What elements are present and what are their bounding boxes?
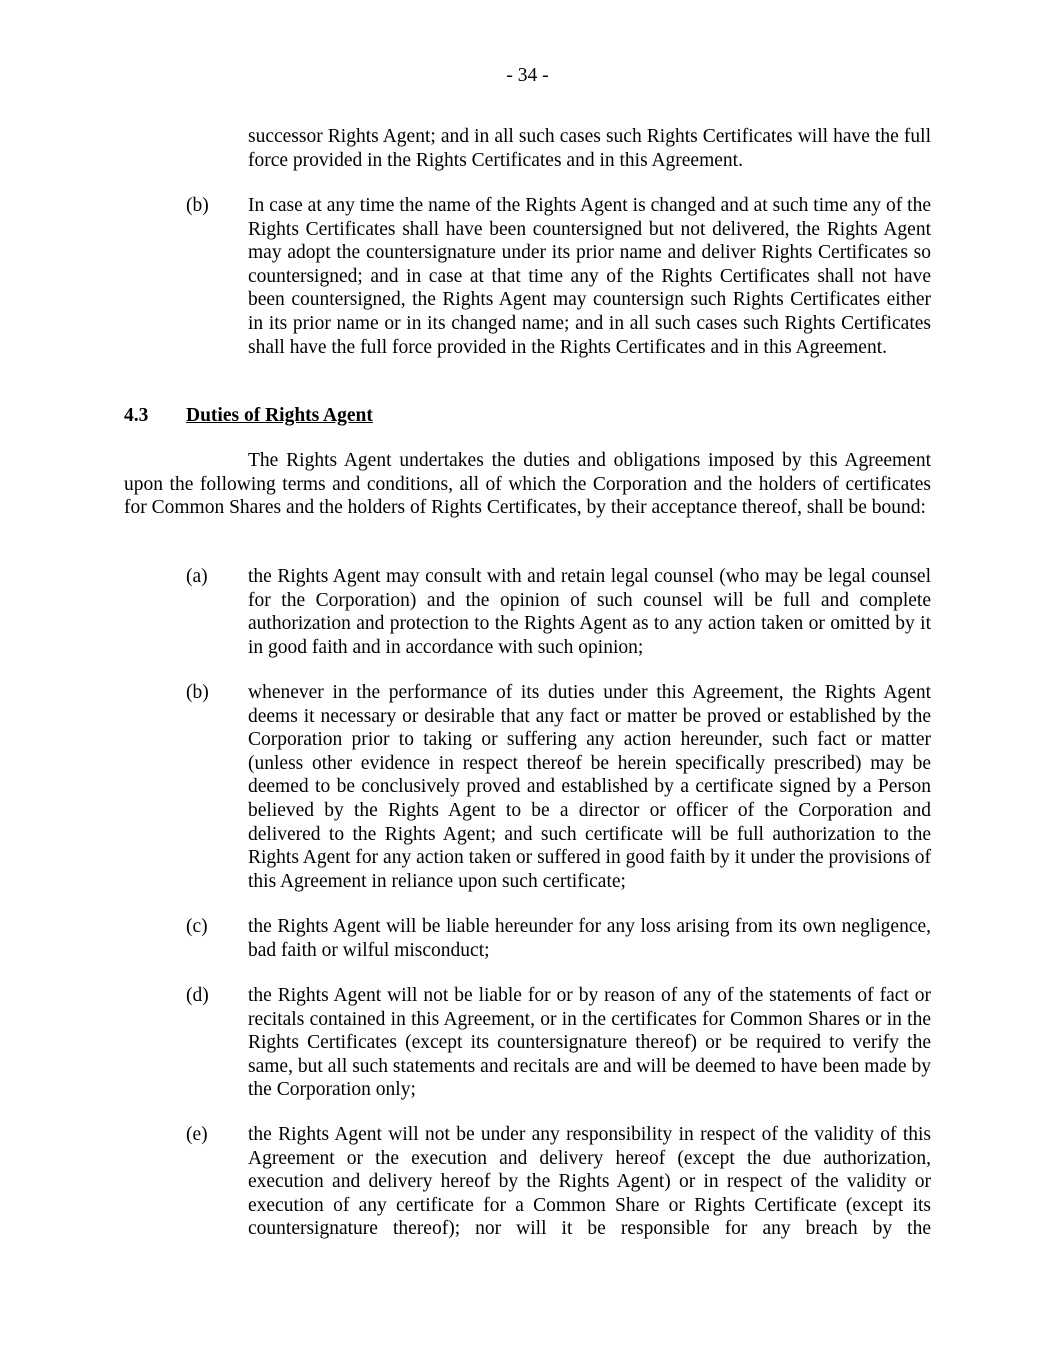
list-item-text: the Rights Agent will not be liable for or by reason of any of the statements of fact or recitals contained in this Agreement, or in the certificates for Common Shares or in the Rights Certificates (except its countersignature thereof) or be required to verify the same, but all such statements and recitals are and will be deemed to have been made by the Corporation only; [248, 985, 931, 1101]
list-item-text: the Rights Agent will be liable hereunder for any loss arising from its own negligence, bad faith or wilful misconduct; [248, 916, 931, 961]
list-item-label: (d) [186, 985, 209, 1006]
list-item-label: (e) [186, 1124, 208, 1145]
list-item-label: (b) [186, 195, 209, 216]
section-title: Duties of Rights Agent [186, 405, 373, 426]
list-item-label: (b) [186, 682, 209, 703]
list-item-label: (c) [186, 916, 208, 937]
list-item-text: the Rights Agent may consult with and retain legal counsel (who may be legal counsel for the Corporation) and the opinion of such counsel will be full and complete authorization and protection to the Rights Agent as to any action taken or omitted by it in good faith and in accordance with such opinion; [248, 566, 931, 658]
page-number: - 34 - [506, 65, 549, 86]
list-item-label: (a) [186, 566, 208, 587]
list-item-text: the Rights Agent will not be under any responsibility in respect of the validity of this Agreement or the execution and delivery hereof (except the due authorization, execution and delivery hereof by the Rights Agent) or in respect of the validity or execution of any certificate for a Common Share or Rights Certificate (except its countersignature thereof); nor will it be responsible for any breach by the [248, 1124, 931, 1240]
list-item-text: whenever in the performance of its duties under this Agreement, the Rights Agent deems it necessary or desirable that any fact or matter be proved or established by the Corporation prior to taking or suffering any action hereunder, such fact or matter (unless other evidence in respect thereof be herein specifically prescribed) may be deemed to be conclusively proved and established by a certificate signed by a Person believed by the Rights Agent to be a director or officer of the Corporation and delivered to the Rights Agent; and such certificate will be full authorization to the Rights Agent for any action taken or suffered in good faith by it under the provisions of this Agreement in reliance upon such certificate; [248, 682, 931, 892]
continuation-paragraph: successor Rights Agent; and in all such cases such Rights Certificates will have the full force provided in the Rights Certificates and in this Agreement. [248, 126, 931, 171]
list-item-text: In case at any time the name of the Rights Agent is changed and at such time any of the Rights Certificates shall have been countersigned but not delivered, the Rights Agent may adopt the countersignature under its prior name and deliver Rights Certificates so countersigned; and in case at that time any of the Rights Certificates shall not have been countersigned, the Rights Agent may countersign such Rights Certificates either in its prior name or in its changed name; and in all such cases such Rights Certificates shall have the full force provided in the Rights Certificates and in this Agreement. [248, 195, 931, 358]
intro-paragraph: The Rights Agent undertakes the duties and obligations imposed by this Agreement upon the following terms and conditions, all of which the Corporation and the holders of certificates for Common Shares and the holders of Rights Certificates, by their acceptance thereof, shall be bound: [124, 450, 931, 519]
section-number: 4.3 [124, 405, 149, 426]
